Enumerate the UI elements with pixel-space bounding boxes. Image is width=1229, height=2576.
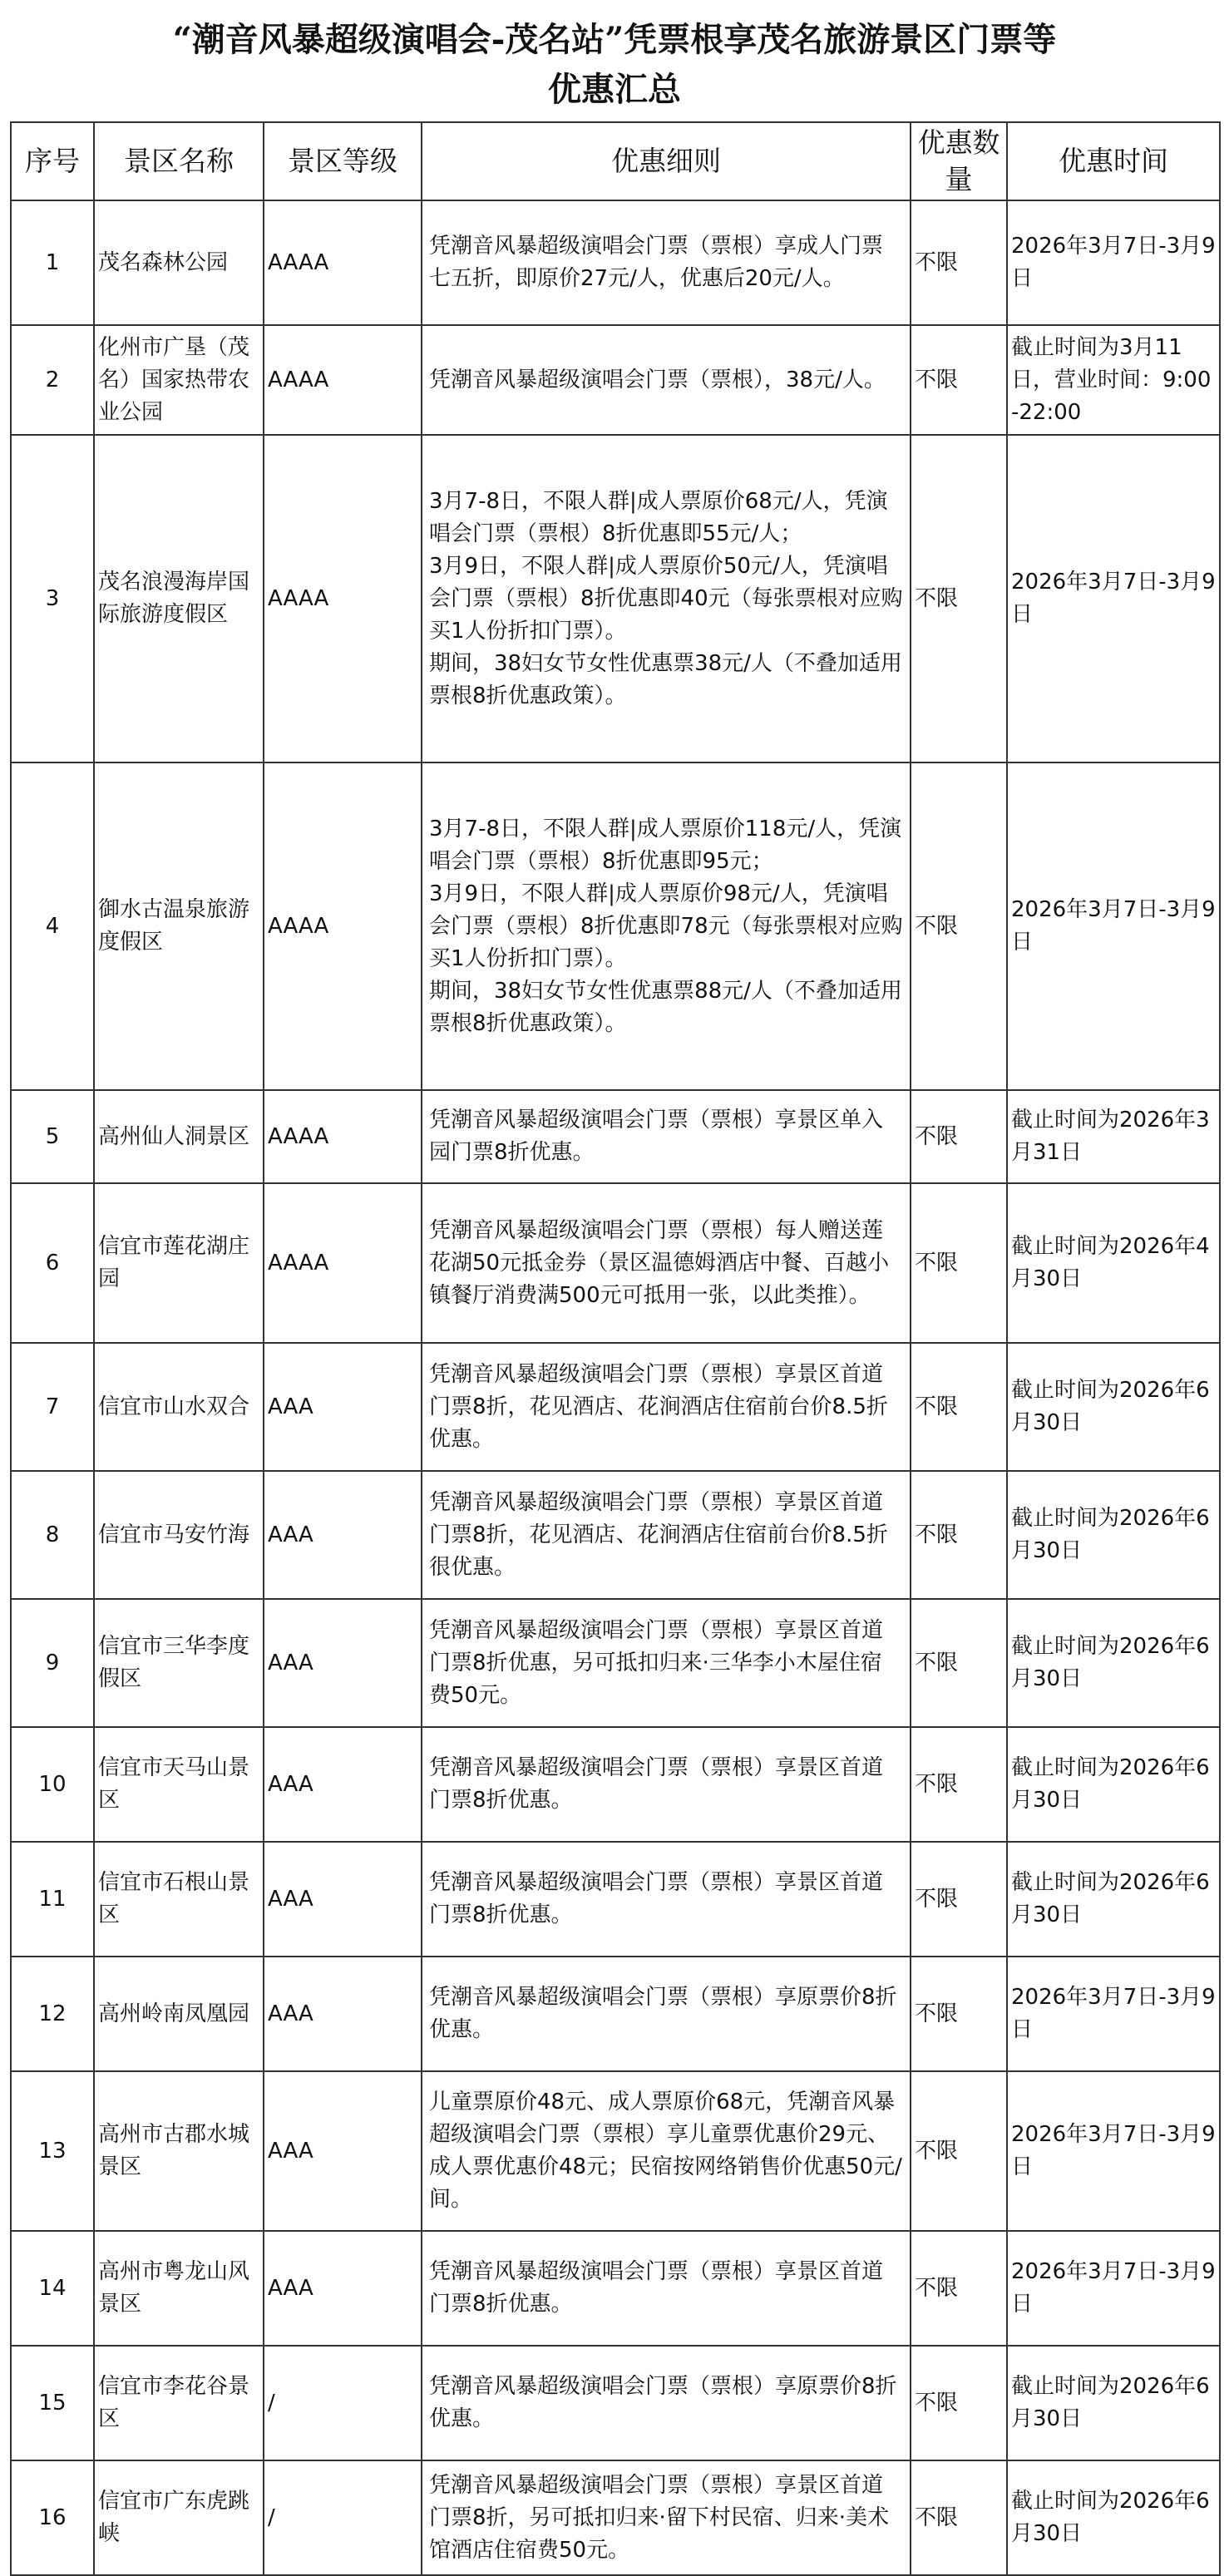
row-scenic-name: 信宜市石根山景区 (94, 1842, 264, 1957)
table-body (11, 200, 1220, 2575)
row-index: 7 (11, 1343, 94, 1471)
row-scenic-level: AAAA (264, 435, 422, 762)
row-index: 8 (11, 1471, 94, 1599)
table-header-row (11, 122, 1220, 200)
discount-table (10, 121, 1221, 2576)
row-index: 9 (11, 1599, 94, 1727)
table-row (11, 1842, 1220, 1957)
row-discount-quantity: 不限 (911, 2231, 1007, 2346)
table-row (11, 1957, 1220, 2071)
row-discount-quantity: 不限 (911, 200, 1007, 325)
table-row (11, 1471, 1220, 1599)
row-discount-time: 截止时间为2026年6月30日 (1007, 1471, 1220, 1599)
row-scenic-name: 信宜市莲花湖庄园 (94, 1183, 264, 1343)
row-discount-quantity: 不限 (911, 762, 1007, 1090)
row-discount-time: 2026年3月7日-3月9日 (1007, 200, 1220, 325)
row-discount-detail: 凭潮音风暴超级演唱会门票（票根），38元/人。 (422, 325, 911, 435)
row-scenic-name: 高州岭南凤凰园 (94, 1957, 264, 2071)
row-scenic-level: AAAA (264, 325, 422, 435)
row-scenic-name: 信宜市广东虎跳峡 (94, 2460, 264, 2575)
row-discount-detail: 凭潮音风暴超级演唱会门票（票根）享景区首道门票8折，花见酒店、花涧酒店住宿前台价8.5折优惠。 (422, 1343, 911, 1471)
row-discount-quantity: 不限 (911, 1090, 1007, 1183)
row-scenic-level: AAA (264, 1727, 422, 1842)
row-scenic-name: 茂名浪漫海岸国际旅游度假区 (94, 435, 264, 762)
row-discount-detail: 3月7-8日，不限人群|成人票原价68元/人，凭演唱会门票（票根）8折优惠即55元/人； 3月9日，不限人群|成人票原价50元/人，凭演唱会门票（票根）8折优惠即40元（每张票根对应购买1人份折扣门票）。 期间，38妇女节女性优惠票38元/人（不叠加适用票根8折优惠政策）。 (422, 435, 911, 762)
row-scenic-name: 高州市粤龙山风景区 (94, 2231, 264, 2346)
table-row (11, 1343, 1220, 1471)
row-index: 13 (11, 2071, 94, 2231)
title-line-1: “潮音风暴超级演唱会-茂名站”凭票根享茂名旅游景区门票等 (172, 20, 1057, 59)
row-scenic-level: AAAA (264, 200, 422, 325)
row-discount-detail: 凭潮音风暴超级演唱会门票（票根）享景区首道门票8折，花见酒店、花涧酒店住宿前台价8.5折很优惠。 (422, 1471, 911, 1599)
row-discount-quantity: 不限 (911, 1599, 1007, 1727)
row-discount-quantity: 不限 (911, 1957, 1007, 2071)
row-index: 1 (11, 200, 94, 325)
row-scenic-name: 高州市古郡水城景区 (94, 2071, 264, 2231)
row-discount-time: 2026年3月7日-3月9日 (1007, 435, 1220, 762)
row-discount-time: 截止时间为3月11日，营业时间：9:00-22:00 (1007, 325, 1220, 435)
table-row (11, 435, 1220, 762)
row-discount-detail: 凭潮音风暴超级演唱会门票（票根）享成人门票七五折，即原价27元/人，优惠后20元/人。 (422, 200, 911, 325)
table-row (11, 2231, 1220, 2346)
row-discount-detail: 凭潮音风暴超级演唱会门票（票根）享景区首道门票8折优惠，另可抵扣归来·三华李小木屋住宿费50元。 (422, 1599, 911, 1727)
header-discount-quantity: 优惠数量 (911, 122, 1007, 200)
row-index: 3 (11, 435, 94, 762)
row-scenic-name: 茂名森林公园 (94, 200, 264, 325)
row-discount-time: 截止时间为2026年6月30日 (1007, 1727, 1220, 1842)
row-index: 6 (11, 1183, 94, 1343)
row-discount-time: 截止时间为2026年6月30日 (1007, 2460, 1220, 2575)
row-discount-time: 2026年3月7日-3月9日 (1007, 762, 1220, 1090)
row-scenic-level: AAAA (264, 1183, 422, 1343)
row-scenic-name: 御水古温泉旅游度假区 (94, 762, 264, 1090)
table-row (11, 762, 1220, 1090)
row-index: 2 (11, 325, 94, 435)
row-scenic-name: 高州仙人洞景区 (94, 1090, 264, 1183)
row-scenic-level: AAA (264, 1343, 422, 1471)
row-scenic-name: 信宜市李花谷景区 (94, 2346, 264, 2460)
row-scenic-level: AAA (264, 1842, 422, 1957)
row-discount-detail: 凭潮音风暴超级演唱会门票（票根）每人赠送莲花湖50元抵金券（景区温德姆酒店中餐、百越小镇餐厅消费满500元可抵用一张，以此类推）。 (422, 1183, 911, 1343)
row-discount-time: 2026年3月7日-3月9日 (1007, 1957, 1220, 2071)
row-discount-quantity: 不限 (911, 1727, 1007, 1842)
row-discount-time: 截止时间为2026年6月30日 (1007, 1842, 1220, 1957)
table-row (11, 2460, 1220, 2575)
table-row (11, 1599, 1220, 1727)
row-index: 14 (11, 2231, 94, 2346)
row-discount-detail: 凭潮音风暴超级演唱会门票（票根）享景区单入园门票8折优惠。 (422, 1090, 911, 1183)
row-scenic-level: AAA (264, 2071, 422, 2231)
header-scenic-name: 景区名称 (94, 122, 264, 200)
row-discount-quantity: 不限 (911, 2346, 1007, 2460)
row-scenic-name: 信宜市山水双合 (94, 1343, 264, 1471)
row-discount-quantity: 不限 (911, 2071, 1007, 2231)
row-index: 11 (11, 1842, 94, 1957)
row-discount-quantity: 不限 (911, 2460, 1007, 2575)
row-discount-time: 截止时间为2026年4月30日 (1007, 1183, 1220, 1343)
row-scenic-level: AAAA (264, 762, 422, 1090)
row-discount-detail: 凭潮音风暴超级演唱会门票（票根）享景区首道门票8折优惠。 (422, 1727, 911, 1842)
row-index: 16 (11, 2460, 94, 2575)
row-scenic-name: 化州市广垦（茂名）国家热带农业公园 (94, 325, 264, 435)
row-discount-quantity: 不限 (911, 1471, 1007, 1599)
row-scenic-level: AAA (264, 1471, 422, 1599)
row-scenic-level: AAA (264, 2231, 422, 2346)
row-discount-quantity: 不限 (911, 1183, 1007, 1343)
row-discount-time: 截止时间为2026年6月30日 (1007, 1343, 1220, 1471)
row-index: 5 (11, 1090, 94, 1183)
header-index: 序号 (11, 122, 94, 200)
row-discount-time: 截止时间为2026年6月30日 (1007, 2346, 1220, 2460)
row-discount-quantity: 不限 (911, 1842, 1007, 1957)
row-discount-quantity: 不限 (911, 1343, 1007, 1471)
header-scenic-level: 景区等级 (264, 122, 422, 200)
row-discount-time: 截止时间为2026年3月31日 (1007, 1090, 1220, 1183)
row-discount-detail: 凭潮音风暴超级演唱会门票（票根）享景区首道门票8折优惠。 (422, 2231, 911, 2346)
row-discount-time: 2026年3月7日-3月9日 (1007, 2231, 1220, 2346)
row-scenic-level: AAAA (264, 1090, 422, 1183)
table-row (11, 2346, 1220, 2460)
row-index: 10 (11, 1727, 94, 1842)
row-discount-quantity: 不限 (911, 435, 1007, 762)
row-discount-detail: 3月7-8日，不限人群|成人票原价118元/人，凭演唱会门票（票根）8折优惠即95元； 3月9日，不限人群|成人票原价98元/人，凭演唱会门票（票根）8折优惠即78元（每张票根对应购买1人份折扣门票）。 期间，38妇女节女性优惠票88元/人（不叠加适用票根8折优惠政策）。 (422, 762, 911, 1090)
row-index: 15 (11, 2346, 94, 2460)
row-discount-detail: 儿童票原价48元、成人票原价68元，凭潮音风暴超级演唱会门票（票根）享儿童票优惠价29元、成人票优惠价48元；民宿按网络销售价优惠50元/间。 (422, 2071, 911, 2231)
row-scenic-name: 信宜市天马山景区 (94, 1727, 264, 1842)
row-discount-time: 截止时间为2026年6月30日 (1007, 1599, 1220, 1727)
row-discount-detail: 凭潮音风暴超级演唱会门票（票根）享景区首道门票8折，另可抵扣归来·留下村民宿、归来·美术馆酒店住宿费50元。 (422, 2460, 911, 2575)
row-discount-quantity: 不限 (911, 325, 1007, 435)
row-scenic-name: 信宜市马安竹海 (94, 1471, 264, 1599)
header-discount-time: 优惠时间 (1007, 122, 1220, 200)
table-row (11, 325, 1220, 435)
table-row (11, 1183, 1220, 1343)
row-index: 4 (11, 762, 94, 1090)
title-line-2: 优惠汇总 (548, 70, 681, 109)
document-title (10, 15, 1219, 115)
row-scenic-level: / (264, 2460, 422, 2575)
table-row (11, 1727, 1220, 1842)
table-row (11, 2071, 1220, 2231)
row-scenic-level: AAA (264, 1599, 422, 1727)
row-discount-detail: 凭潮音风暴超级演唱会门票（票根）享原票价8折优惠。 (422, 2346, 911, 2460)
table-row (11, 1090, 1220, 1183)
row-scenic-name: 信宜市三华李度假区 (94, 1599, 264, 1727)
header-discount-detail: 优惠细则 (422, 122, 911, 200)
row-discount-detail: 凭潮音风暴超级演唱会门票（票根）享原票价8折优惠。 (422, 1957, 911, 2071)
row-scenic-level: / (264, 2346, 422, 2460)
row-discount-detail: 凭潮音风暴超级演唱会门票（票根）享景区首道门票8折优惠。 (422, 1842, 911, 1957)
row-index: 12 (11, 1957, 94, 2071)
row-discount-time: 2026年3月7日-3月9日 (1007, 2071, 1220, 2231)
row-scenic-level: AAA (264, 1957, 422, 2071)
table-row (11, 200, 1220, 325)
